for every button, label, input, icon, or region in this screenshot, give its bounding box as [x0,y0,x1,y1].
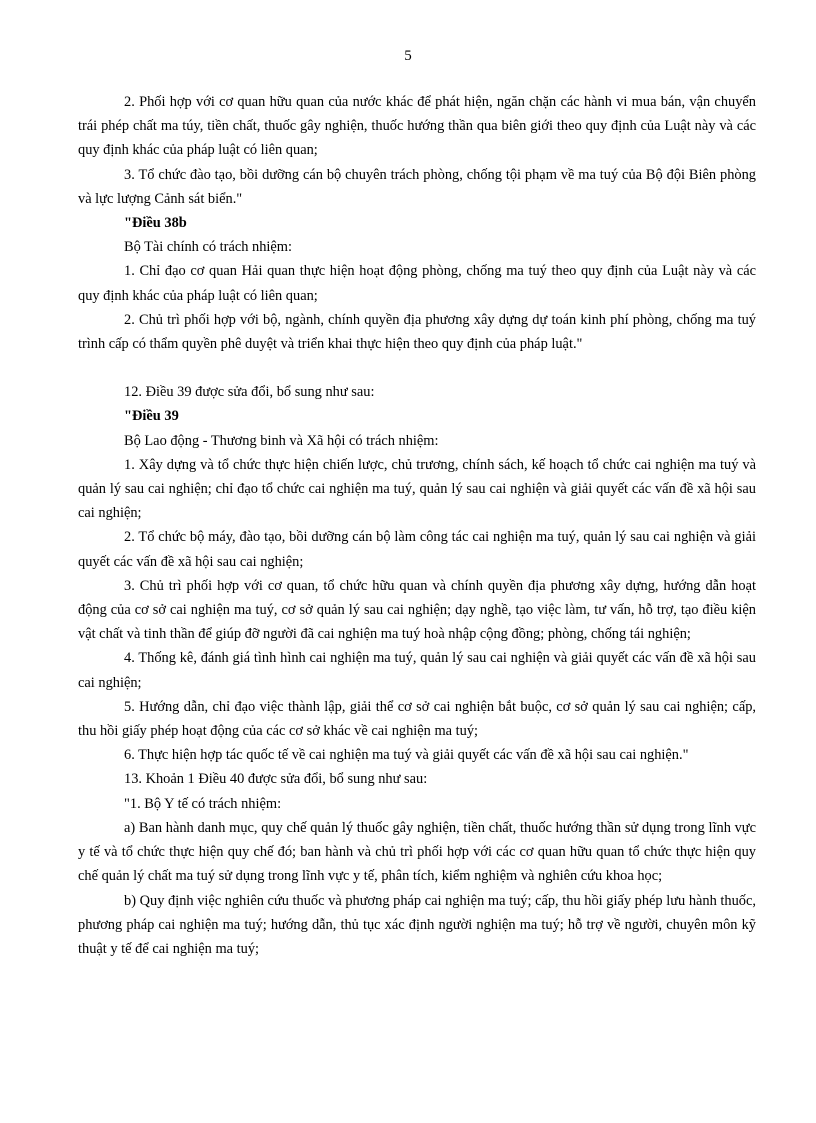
paragraph-40-point-a: a) Ban hành danh mục, quy chế quản lý thuốc gây nghiện, tiền chất, thuốc hướng thần sử dụng trong lĩnh vực y tế và tổ chức thực hiện quy chế đó; ban hành và chủ trì phối hợp với các cơ quan hữu quan tổ chức thực hiện quy chế quản lý chất ma tuý sử dụng trong lĩnh vực y tế, phân tích, kiểm nghiệm và nghiên cứu khoa học; [78,819,756,885]
article-39-intro: Bộ Lao động - Thương binh và Xã hội có trách nhiệm: [124,432,439,449]
page-number: 5 [404,48,412,64]
article-39-heading: "Điều 39 [124,408,179,425]
paragraph-clause-2-border-cooperation: 2. Phối hợp với cơ quan hữu quan của nước khác để phát hiện, ngăn chặn các hành vi mua bán, vận chuyển trái phép chất ma túy, tiền chất, thuốc gây nghiện, thuốc hướng thần qua biên giới theo quy định của Luật này và các quy định khác của pháp luật có liên quan; [78,94,756,159]
section-spacer [78,356,756,380]
paragraph-38b-clause-1: 1. Chỉ đạo cơ quan Hải quan thực hiện hoạt động phòng, chống ma tuý theo quy định của Luật này và các quy định khác của pháp luật có liên quan; [78,263,756,304]
paragraph-clause-3-border-training: 3. Tổ chức đào tạo, bồi dưỡng cán bộ chuyên trách phòng, chống tội phạm về ma tuý của Bộ đội Biên phòng và lực lượng Cảnh sát biển." [78,166,756,207]
paragraph-39-clause-1: 1. Xây dựng và tổ chức thực hiện chiến lược, chủ trương, chính sách, kế hoạch tổ chức cai nghiện ma tuý và quản lý sau cai nghiện; chỉ đạo tổ chức cai nghiện ma tuý, quản lý sau cai nghiện và giải quyết các vấn đề xã hội sau cai nghiện; [78,456,756,522]
document-body [78,90,756,961]
article-38b-intro: Bộ Tài chính có trách nhiệm: [124,239,292,256]
paragraph-39-clause-5: 5. Hướng dẫn, chỉ đạo việc thành lập, giải thể cơ sở cai nghiện bắt buộc, cơ sở quản lý sau cai nghiện; cấp, thu hồi giấy phép hoạt động của các cơ sở khác về cai nghiện ma tuý; [78,698,756,740]
paragraph-39-clause-4: 4. Thống kê, đánh giá tình hình cai nghiện ma tuý, quản lý sau cai nghiện và giải quyết các vấn đề xã hội sau cai nghiện; [78,650,756,691]
amendment-13-intro: 13. Khoản 1 Điều 40 được sửa đổi, bổ sung như sau: [124,771,428,788]
paragraph-39-clause-2: 2. Tổ chức bộ máy, đào tạo, bồi dưỡng cán bộ làm công tác cai nghiện ma tuý, quản lý sau cai nghiện và giải quyết các vấn đề xã hội sau cai nghiện; [78,529,756,570]
article-40-clause-1-intro: "1. Bộ Y tế có trách nhiệm: [124,795,282,812]
paragraph-40-point-b: b) Quy định việc nghiên cứu thuốc và phương pháp cai nghiện ma tuý; cấp, thu hồi giấy phép lưu hành thuốc, phương pháp cai nghiện ma tuý; hướng dẫn, thủ tục xác định người nghiện ma tuý; hỗ trợ về người, chuyên môn kỹ thuật y tế để cai nghiện ma tuý; [78,892,756,957]
paragraph-39-clause-6: 6. Thực hiện hợp tác quốc tế về cai nghiện ma tuý và giải quyết các vấn đề xã hội sau cai nghiện." [124,747,689,764]
article-38b-heading: "Điều 38b [124,215,187,232]
paragraph-38b-clause-2: 2. Chủ trì phối hợp với bộ, ngành, chính quyền địa phương xây dựng dự toán kinh phí phòng, chống ma tuý trình cấp có thẩm quyền phê duyệt và triển khai thực hiện theo quy định của pháp luật." [78,311,756,353]
paragraph-39-clause-3: 3. Chủ trì phối hợp với cơ quan, tổ chức hữu quan và chính quyền địa phương xây dựng, hướng dẫn hoạt động của cơ sở cai nghiện ma tuý, cơ sở quản lý sau cai nghiện; dạy nghề, tạo việc làm, tư vấn, hỗ trợ, tạo điều kiện vật chất và tinh thần để giúp đỡ người đã cai nghiện ma tuý hoà nhập cộng đồng; phòng, chống tái nghiện; [78,577,756,643]
amendment-12-intro: 12. Điều 39 được sửa đổi, bổ sung như sau: [124,384,375,401]
